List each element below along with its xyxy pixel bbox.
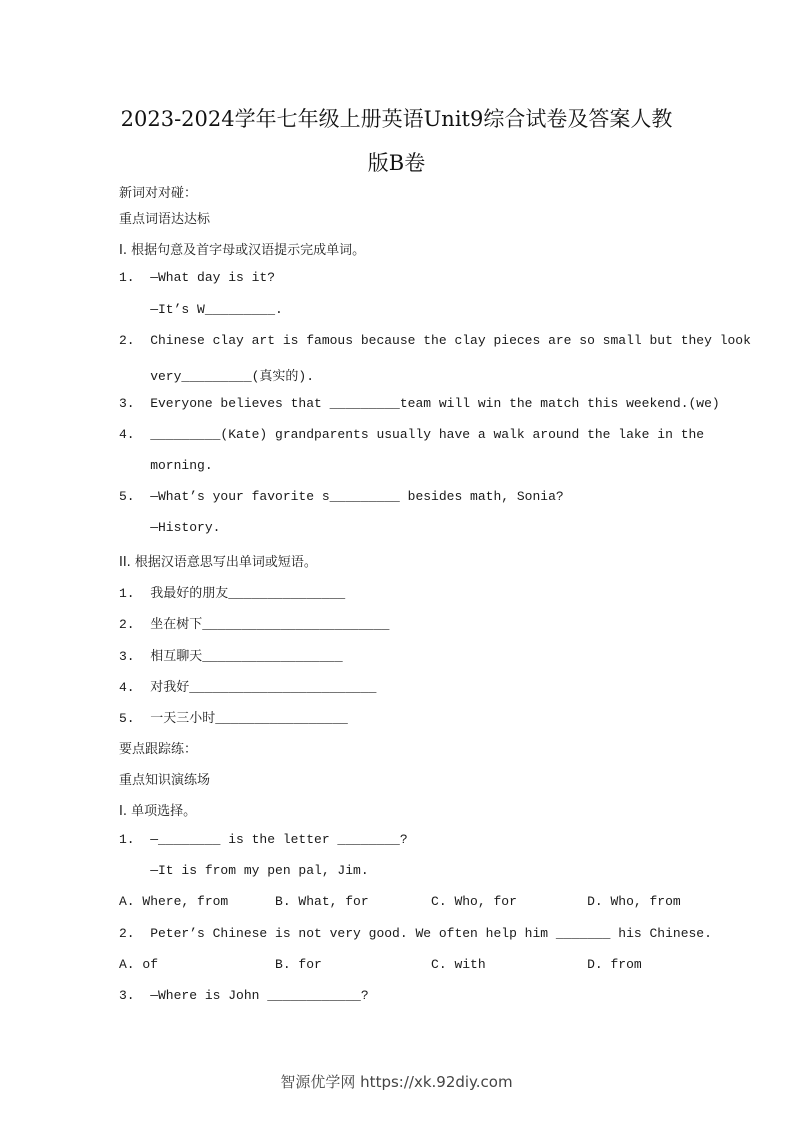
answer-options: A. Where, from B. What, for C. Who, for D. Who, from (119, 894, 681, 909)
question-line: 3. —Where is John ____________? (119, 988, 369, 1003)
question-line: 4. _________(Kate) grandparents usually have a walk around the lake in the (119, 427, 705, 442)
section-heading: 重点知识演练场 (119, 773, 211, 788)
question-line: 2. Peter’s Chinese is not very good. We often help him _______ his Chinese. (119, 926, 712, 941)
question-line: —It is from my pen pal, Jim. (119, 863, 369, 878)
exercise-instruction: II. 根据汉语意思写出单词或短语。 (119, 555, 317, 570)
question-line: very_________(真实的). (119, 369, 315, 384)
question-line: —It’s W_________. (119, 302, 283, 317)
doc-title-line-1: 2023-2024学年七年级上册英语Unit9综合试卷及答案人教 (120, 107, 673, 131)
section-heading: 重点词语达达标 (119, 212, 211, 227)
question-line: —History. (119, 520, 221, 535)
question-line: 2. Chinese clay art is famous because the clay pieces are so small but they look (119, 333, 751, 348)
question-line: 1. —________ is the letter ________? (119, 832, 408, 847)
question-line: morning. (119, 458, 213, 473)
question-line: 3. 相互聊天__________________ (119, 649, 343, 664)
doc-title-line-2: 版B卷 (367, 151, 426, 175)
question-line: 2. 坐在树下________________________ (119, 617, 390, 632)
section-heading: 要点跟踪练： (119, 742, 198, 757)
question-line: 5. 一天三小时_________________ (119, 711, 348, 726)
section-heading: 新词对对碰： (119, 186, 198, 201)
answer-options: A. of B. for C. with D. from (119, 957, 642, 972)
question-line: 1. 我最好的朋友_______________ (119, 586, 346, 601)
question-line: 1. —What day is it? (119, 270, 276, 285)
exercise-instruction: I. 单项选择。 (119, 804, 197, 819)
question-line: 3. Everyone believes that _________team will win the match this weekend.(we) (119, 396, 720, 411)
exercise-instruction: I. 根据句意及首字母或汉语提示完成单词。 (119, 243, 366, 258)
question-line: 4. 对我好________________________ (119, 680, 377, 695)
question-line: 5. —What’s your favorite s_________ besides math, Sonia? (119, 489, 564, 504)
watermark-footer: 智源优学网 https://xk.92diy.com (280, 1073, 513, 1091)
